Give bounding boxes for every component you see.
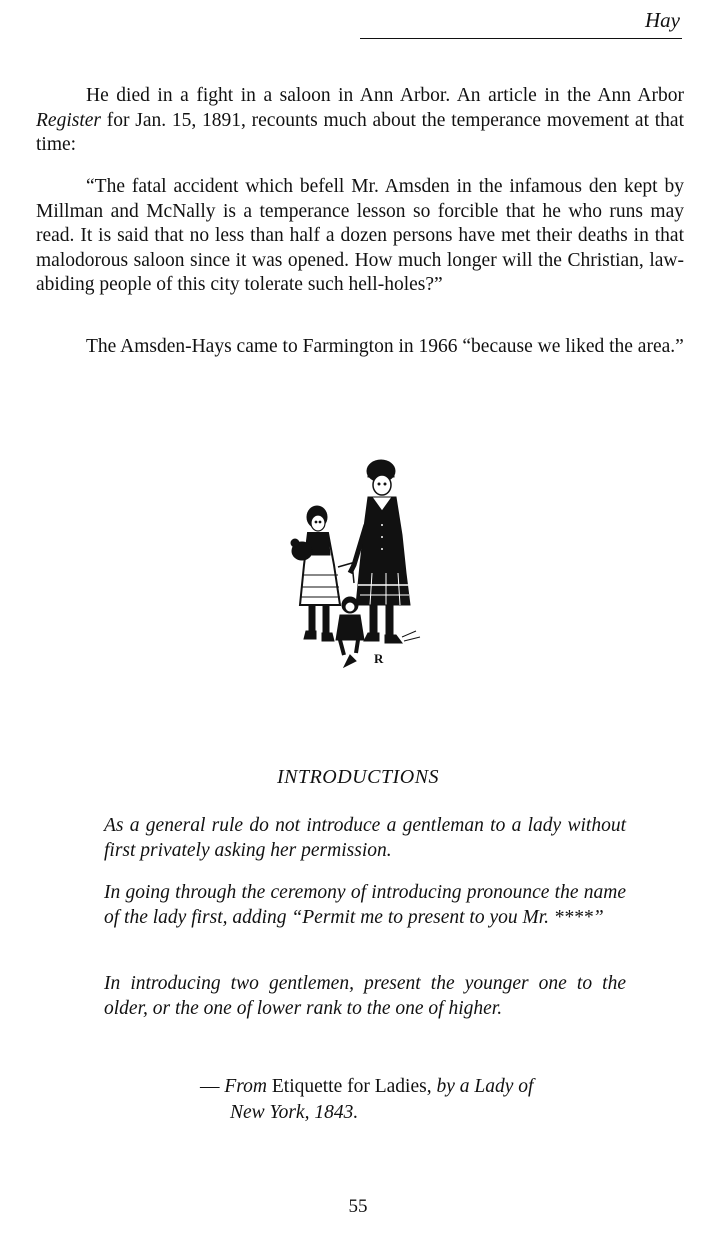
attribution-from: From bbox=[224, 1076, 267, 1097]
younger-girl-figure bbox=[291, 506, 340, 641]
paragraph-text: for Jan. 15, 1891, recounts much about the temperance movement at that time: bbox=[36, 109, 684, 155]
attribution-book: Etiquette for Ladies, bbox=[266, 1076, 437, 1097]
paragraph-farmington: The Amsden-Hays came to Farmington in 1966 “because we liked the area.” bbox=[86, 336, 684, 357]
illustrator-signature: R bbox=[374, 651, 384, 666]
running-title: Hay bbox=[645, 8, 680, 32]
attribution bbox=[200, 1074, 626, 1126]
etiquette-rule-2: In going through the ceremony of introducing pronounce the name of the lady first, adding “Permit me to present to you Mr. ****” bbox=[104, 882, 626, 928]
newspaper-name: Register bbox=[36, 109, 101, 131]
etiquette-rule-3: In introducing two gentlemen, present the younger one to the older, or the one of lower rank to the one of higher. bbox=[104, 973, 626, 1019]
two-girls-with-doll-illustration bbox=[282, 455, 427, 670]
attribution-place: New York, 1843. bbox=[230, 1102, 359, 1123]
paragraph-text: He died in a fight in a saloon in Ann Arbor. An article in the Ann Arbor bbox=[86, 85, 684, 106]
page-number: 55 bbox=[348, 1196, 368, 1217]
section-heading: INTRODUCTIONS bbox=[276, 766, 440, 788]
paragraph-saloon-death bbox=[36, 84, 684, 158]
attribution-dash: — bbox=[200, 1076, 225, 1097]
attribution-by: by a Lady of bbox=[436, 1076, 534, 1097]
paragraph-quotation: “The fatal accident which befell Mr. Amsden in the infamous den kept by Millman and McNally is a temperance lesson so forcible that he who runs may read. It is said that no less than half a dozen persons have met their deaths in that malodorous saloon since it was opened. How much longer will the Christian, law-abiding people of this city tolerate such hell-holes?” bbox=[36, 176, 684, 295]
etiquette-rule-1: As a general rule do not introduce a gentleman to a lady without first privately asking her permission. bbox=[104, 815, 626, 861]
running-header bbox=[360, 4, 682, 39]
decorative-stroke bbox=[402, 631, 420, 641]
